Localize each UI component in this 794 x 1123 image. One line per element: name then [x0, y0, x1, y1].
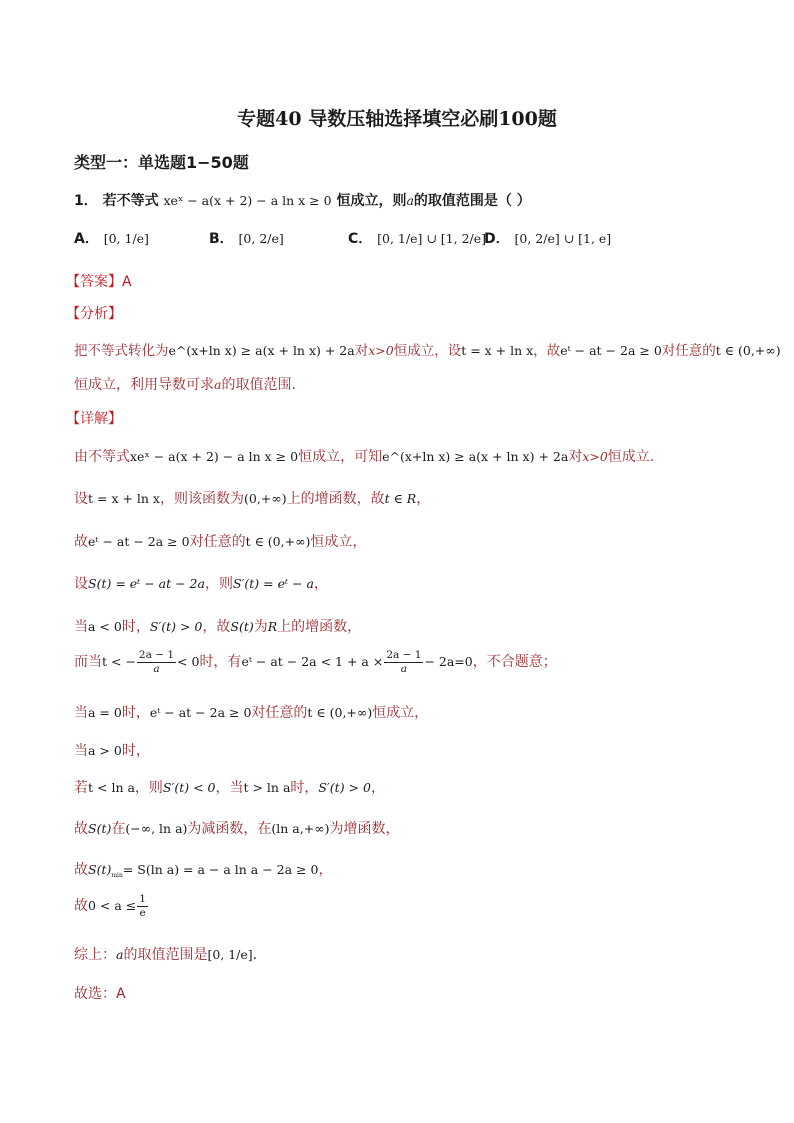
option-d-label: D． [484, 231, 510, 247]
fraction-denominator: e [139, 906, 146, 919]
detail-text: 在 [111, 821, 126, 837]
detail-line-14 [74, 983, 126, 1003]
detail-math: a < 0 [88, 619, 122, 634]
detail-text: 当 [74, 743, 88, 759]
detail-math: R [267, 619, 278, 634]
analysis-line-1 [74, 339, 781, 359]
detail-line-11 [74, 859, 332, 879]
fraction [384, 650, 423, 674]
option-a[interactable] [74, 228, 149, 248]
detail-math: t ∈ (0,+∞) [307, 705, 373, 720]
option-c[interactable] [348, 228, 486, 248]
detail-math: S′(t) > 0 [149, 619, 203, 634]
detail-text: 对任意的 [189, 534, 246, 550]
detail-math: S(t) = eᵗ − at − 2a [88, 576, 205, 591]
detail-math: eᵗ − at − 2a ≥ 0 [149, 705, 252, 720]
detail-text: 恒成立，可知 [298, 449, 383, 465]
section-heading: 类型一：单选题1−50题 [74, 153, 249, 172]
detail-math: S′(t) > 0 [318, 780, 371, 795]
analysis-text: 把不等式转化为 [74, 343, 169, 359]
question-tail-1: 恒成立，则 [336, 193, 407, 209]
answer-tag: 【答案】A [66, 274, 132, 290]
detail-math: t = x + ln x [88, 491, 160, 506]
detail-math: − 2a=0 [424, 654, 473, 669]
detail-line-8 [74, 740, 150, 760]
detail-math: S(t) [88, 862, 112, 877]
detail-text: 为增函数， [329, 821, 400, 837]
detail-text: ，则 [134, 780, 163, 796]
detail-text: ， [416, 491, 431, 507]
detail-line-5 [74, 616, 361, 636]
detail-line-12 [74, 894, 149, 918]
detail-line-2 [74, 488, 430, 508]
final-answer: A [116, 986, 126, 1002]
detail-text: 当 [74, 619, 88, 635]
detail-text: 由不等式 [74, 449, 130, 465]
question-lead: 若不等式 [102, 193, 159, 209]
analysis-text: ，故 [533, 343, 561, 359]
detail-text: 的取值范围是 [123, 947, 208, 963]
analysis-tag: 【分析】 [66, 306, 122, 322]
fraction-numerator: 1 [139, 893, 146, 905]
detail-text: 故选： [74, 986, 116, 1002]
detail-math: (0,+∞) [244, 491, 287, 506]
detail-text: ， [318, 862, 333, 878]
question-number: 1． [74, 193, 98, 209]
analysis-math: x>0 [368, 343, 394, 358]
detail-text: 设 [74, 491, 88, 507]
analysis-text: 的取值范围. [221, 377, 296, 393]
detail-math: t > ln a [243, 780, 291, 795]
detail-math: t < ln a [88, 780, 135, 795]
detail-text: ， [313, 576, 328, 592]
analysis-text: 恒成立，设 [393, 343, 462, 359]
detail-text: 时， [121, 743, 150, 759]
option-b-label: B． [209, 231, 234, 247]
detail-math: [0, 1/e] [207, 947, 253, 962]
detail-text: 时， [121, 619, 150, 635]
detail-line-10 [74, 818, 400, 838]
detail-math: S′(t) < 0 [162, 780, 216, 795]
analysis-text: 对任意的 [661, 343, 716, 359]
fraction-numerator: 2a − 1 [386, 649, 422, 661]
detail-math: a = 0 [88, 705, 122, 720]
detail-text: 上的增函数， [277, 619, 362, 635]
detail-text: 故 [74, 898, 88, 914]
detail-math: = S(ln a) = a − a ln a − 2a ≥ 0 [122, 862, 319, 877]
option-c-text: [0, 1/e] ∪ [1, 2/e] [377, 231, 487, 246]
detail-math: eᵗ − at − 2a ≥ 0 [88, 534, 190, 549]
question-tail-2: 的取值范围是（ ） [413, 193, 531, 209]
analysis-math: eᵗ − at − 2a ≥ 0 [560, 343, 662, 358]
detail-text: 恒成立， [372, 705, 429, 721]
analysis-math: e^(x+ln x) ≥ a(x + ln x) + 2a [168, 343, 355, 358]
option-d-text: [0, 2/e] ∪ [1, e] [514, 231, 612, 246]
option-d[interactable] [484, 228, 611, 248]
detail-math: t ∈ (0,+∞) [245, 534, 311, 549]
detail-math: S(t) [230, 619, 254, 634]
detail-line-4 [74, 573, 328, 593]
analysis-math: t = x + ln x [461, 343, 534, 358]
detail-line-3 [74, 531, 366, 551]
detail-math: t ∈ R [384, 491, 417, 506]
detail-text: 恒成立， [310, 534, 367, 550]
detail-line-13 [74, 944, 257, 964]
detail-text: 对 [568, 449, 583, 465]
detail-text: 为减函数，在 [187, 821, 272, 837]
detail-text: ，当 [215, 780, 244, 796]
detail-math: e^(x+ln x) ≥ a(x + ln x) + 2a [382, 449, 569, 464]
detail-text: ，故 [202, 619, 231, 635]
detail-math: (ln a,+∞) [271, 821, 330, 836]
detail-line-6 [74, 650, 557, 674]
detail-tag: 【详解】 [66, 411, 122, 427]
detail-line-7 [74, 702, 428, 722]
option-b[interactable] [209, 228, 284, 248]
detail-text: ，则 [204, 576, 233, 592]
detail-text: 若 [74, 780, 88, 796]
detail-text: 故 [74, 821, 88, 837]
detail-math: x>0 [582, 449, 608, 464]
detail-text: 时，有 [199, 654, 242, 670]
analysis-text: 恒成立，利用导数可求 [74, 377, 214, 393]
question-inequality: xeˣ − a(x + 2) − a ln x ≥ 0 [163, 193, 332, 208]
option-a-text: [0, 1/e] [103, 231, 149, 246]
detail-text: 故 [74, 862, 88, 878]
detail-math: 0 < a ≤ [88, 898, 137, 913]
detail-text: . [252, 947, 258, 963]
question-var: a [406, 193, 414, 208]
option-c-label: C． [348, 231, 373, 247]
detail-text: 当 [74, 705, 88, 721]
detail-math: a > 0 [88, 743, 122, 758]
question-stem [74, 190, 531, 210]
detail-text: ， [370, 780, 385, 796]
fraction-denominator: a [153, 662, 160, 675]
detail-math: (−∞, ln a) [125, 821, 188, 836]
fraction-denominator: a [400, 662, 408, 675]
analysis-text: 对 [354, 343, 369, 359]
option-b-text: [0, 2/e] [238, 231, 284, 246]
detail-text: 故 [74, 534, 88, 550]
page-title: 专题40 导数压轴选择填空必刷100题 [237, 108, 557, 130]
detail-text: 而当 [74, 654, 102, 670]
detail-text: 时， [290, 780, 319, 796]
detail-text: ，则该函数为 [160, 491, 244, 507]
detail-text: 时， [121, 705, 150, 721]
detail-line-1 [74, 446, 654, 466]
detail-line-9 [74, 777, 385, 797]
detail-math: t < − [102, 654, 136, 669]
detail-math: S′(t) = eᵗ − a [232, 576, 314, 591]
fraction [137, 650, 176, 674]
detail-text: 综上： [74, 947, 116, 963]
detail-text: 设 [74, 576, 88, 592]
analysis-math: t ∈ (0,+∞) [715, 343, 781, 358]
detail-text: 上的增函数，故 [286, 491, 385, 507]
detail-math: a [116, 947, 124, 962]
detail-math: S(t) [88, 821, 112, 836]
detail-math: eᵗ − at − 2a < 1 + a × [241, 654, 384, 669]
detail-text: 为 [253, 619, 268, 635]
fraction-numerator: 2a − 1 [138, 649, 175, 661]
subscript: min [111, 872, 123, 879]
detail-math: < 0 [177, 654, 200, 669]
analysis-math: a [214, 377, 222, 392]
detail-text: ，不合题意； [472, 654, 557, 670]
fraction [137, 894, 148, 918]
detail-text: 对任意的 [251, 705, 308, 721]
option-a-label: A． [74, 231, 99, 247]
detail-text: 恒成立. [607, 449, 655, 465]
detail-math: xeˣ − a(x + 2) − a ln x ≥ 0 [130, 449, 299, 464]
analysis-line-2 [74, 374, 296, 394]
